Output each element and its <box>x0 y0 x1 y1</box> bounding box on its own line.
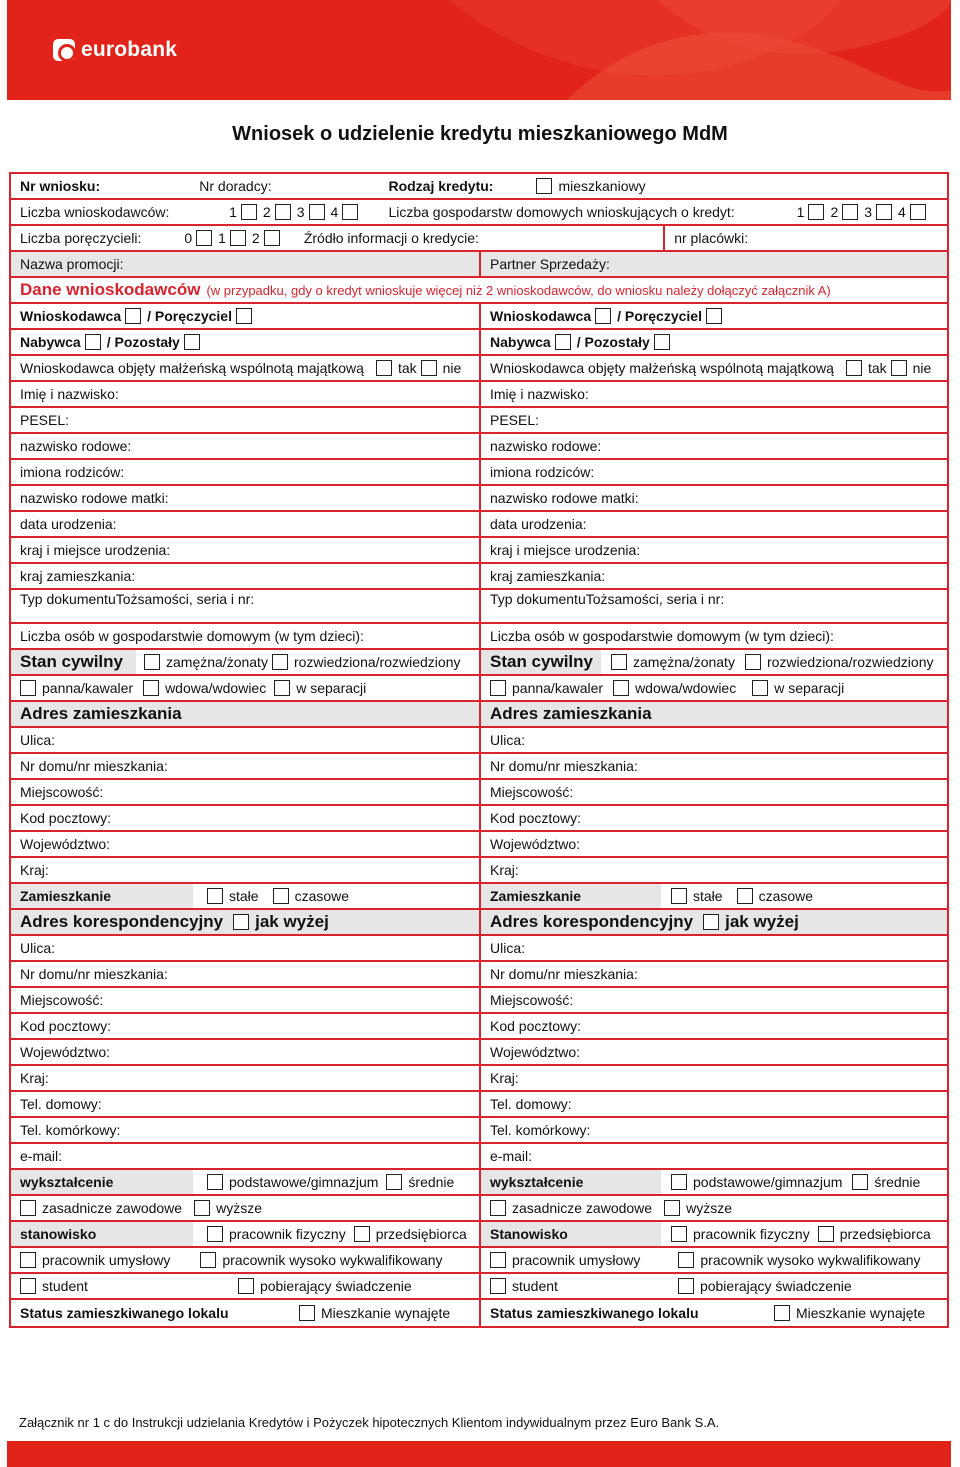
field-imiona-rodzicow-right[interactable]: imiona rodziców: <box>479 460 947 484</box>
checkbox-mieszkaniowy[interactable] <box>536 178 552 194</box>
checkbox-wnioskodawcow-4[interactable] <box>342 204 358 220</box>
field-imie-right[interactable]: Imię i nazwisko: <box>479 382 947 406</box>
section-adres-zamieszkania-right: Adres zamieszkania <box>479 702 947 726</box>
checkbox-zasadnicze-left[interactable] <box>20 1200 36 1216</box>
label-typ-dokumentu: Typ dokumentu <box>20 591 116 607</box>
checkbox-gospodarstw-1[interactable] <box>808 204 824 220</box>
label-status-lokalu: Status zamieszkiwanego lokalu <box>20 1305 229 1321</box>
field-nazwisko-rodowe-right[interactable]: nazwisko rodowe: <box>479 434 947 458</box>
checkbox-rozwiedziona-right[interactable] <box>745 654 761 670</box>
label-rozwiedziona: rozwiedziona/rozwiedziony <box>293 654 461 670</box>
label-zamezna: zamężna/żonaty <box>633 654 735 670</box>
label-option-3: 3 <box>864 204 873 220</box>
checkbox-student-right[interactable] <box>490 1278 506 1294</box>
label-fizyczny: pracownik fizyczny <box>693 1226 810 1242</box>
checkbox-srednie-left[interactable] <box>386 1174 402 1190</box>
label-wynajete: Mieszkanie wynajęte <box>321 1305 451 1321</box>
label-czasowe: czasowe <box>294 888 350 904</box>
field-kod-right[interactable]: Kod pocztowy: <box>479 806 947 830</box>
checkbox-gospodarstw-2[interactable] <box>842 204 858 220</box>
checkbox-wspolnota-tak-right[interactable] <box>846 360 862 376</box>
checkbox-separacja-right[interactable] <box>752 680 768 696</box>
checkbox-wdowa-left[interactable] <box>143 680 159 696</box>
label-wdowa: wdowa/wdowiec <box>165 680 267 696</box>
field-ulica-right[interactable]: Ulica: <box>479 728 947 752</box>
checkbox-jak-wyzej-right[interactable] <box>703 914 719 930</box>
label-option-4: 4 <box>330 204 339 220</box>
field-email-left[interactable]: e-mail: <box>20 1148 63 1164</box>
field-miejscowosc-right[interactable]: Miejscowość: <box>479 780 947 804</box>
label-option-2: 2 <box>262 204 271 220</box>
field-wojewodztwo-right[interactable]: Województwo: <box>479 832 947 856</box>
checkbox-swiadczenie-left[interactable] <box>238 1278 254 1294</box>
field-kor-ulica-right[interactable]: Ulica: <box>479 936 947 960</box>
field-kor-nr-domu-left[interactable]: Nr domu/nr mieszkania: <box>20 966 168 982</box>
header-banner <box>7 0 951 100</box>
checkbox-wspolnota-nie-right[interactable] <box>891 360 907 376</box>
checkbox-poreczycieli-1[interactable] <box>230 230 246 246</box>
row-status-lokalu <box>11 1300 947 1326</box>
checkbox-umyslowy-right[interactable] <box>490 1252 506 1268</box>
field-typ-dokumentu-left[interactable] <box>11 590 479 622</box>
checkbox-stale-right[interactable] <box>671 888 687 904</box>
label-nr-doradcy: Nr doradcy: <box>199 178 272 194</box>
label-wyzsze: wyższe <box>686 1200 732 1216</box>
label-podstawowe: podstawowe/gimnazjum <box>693 1174 843 1190</box>
label-jak-wyzej: jak wyżej <box>725 912 799 931</box>
field-nazwisko-matki-left[interactable]: nazwisko rodowe matki: <box>20 490 169 506</box>
field-data-urodzenia-left[interactable]: data urodzenia: <box>20 516 117 532</box>
checkbox-srednie-right[interactable] <box>852 1174 868 1190</box>
label-option-0: 0 <box>184 230 193 246</box>
checkbox-wynajete-right[interactable] <box>774 1305 790 1321</box>
row-stan-cywilny-2 <box>11 676 947 702</box>
checkbox-wnioskodawcow-3[interactable] <box>309 204 325 220</box>
row-adres-zamieszkania <box>11 702 947 728</box>
label-podstawowe: podstawowe/gimnazjum <box>229 1174 379 1190</box>
field-miejscowosc-left[interactable]: Miejscowość: <box>20 784 104 800</box>
checkbox-wspolnota-tak-left[interactable] <box>376 360 392 376</box>
section-adres-korespondencyjny: Adres korespondencyjny <box>20 912 224 931</box>
row-wyksztalcenie <box>11 1170 947 1196</box>
label-student: student <box>42 1278 88 1294</box>
label-wysoko: pracownik wysoko wykwalifikowany <box>222 1252 443 1268</box>
checkbox-czasowe-right[interactable] <box>737 888 753 904</box>
checkbox-jak-wyzej-left[interactable] <box>233 914 249 930</box>
field-kraj-right[interactable]: Kraj: <box>479 858 947 882</box>
section-adres-korespondencyjny: Adres korespondencyjny <box>490 912 694 931</box>
label-stale: stałe <box>229 888 259 904</box>
field-pesel-right[interactable]: PESEL: <box>479 408 947 432</box>
label-nie: nie <box>442 360 462 376</box>
field-kod-left[interactable]: Kod pocztowy: <box>20 810 112 826</box>
checkbox-panna-right[interactable] <box>490 680 506 696</box>
label-wspolnota: Wnioskodawca objęty małżeńską wspólnotą majątkową <box>490 360 834 376</box>
field-typ-dokumentu-right[interactable] <box>479 590 947 622</box>
checkbox-gospodarstw-4[interactable] <box>910 204 926 220</box>
checkbox-poreczyciel-left[interactable] <box>236 308 252 324</box>
label-wyksztalcenie: wykształcenie <box>481 1170 661 1194</box>
label-panna: panna/kawaler <box>512 680 604 696</box>
label-stan-cywilny: Stan cywilny <box>11 650 136 674</box>
application-form <box>9 172 949 1328</box>
checkbox-gospodarstw-3[interactable] <box>876 204 892 220</box>
checkbox-student-left[interactable] <box>20 1278 36 1294</box>
label-przedsiebiorca: przedsiębiorca <box>375 1226 467 1242</box>
label-wyzsze: wyższe <box>216 1200 262 1216</box>
label-zasadnicze: zasadnicze zawodowe <box>42 1200 183 1216</box>
checkbox-podstawowe-left[interactable] <box>207 1174 223 1190</box>
field-kor-kod-left[interactable]: Kod pocztowy: <box>20 1018 112 1034</box>
checkbox-wysoko-left[interactable] <box>200 1252 216 1268</box>
checkbox-zamezna-left[interactable] <box>144 654 160 670</box>
checkbox-zasadnicze-right[interactable] <box>490 1200 506 1216</box>
checkbox-nabywca-right[interactable] <box>555 334 571 350</box>
field-tel-komorkowy-right[interactable]: Tel. komórkowy: <box>479 1118 947 1142</box>
section-title-dane: Dane wnioskodawców <box>20 280 201 299</box>
field-kor-ulica-left[interactable]: Ulica: <box>20 940 56 956</box>
checkbox-wnioskodawca-right[interactable] <box>595 308 611 324</box>
label-option-1: 1 <box>229 204 237 220</box>
label-nabywca: Nabywca <box>490 334 551 350</box>
checkbox-przedsiebiorca-right[interactable] <box>818 1226 834 1242</box>
checkbox-wnioskodawca-left[interactable] <box>125 308 141 324</box>
label-rozwiedziona: rozwiedziona/rozwiedziony <box>766 654 934 670</box>
checkbox-rozwiedziona-left[interactable] <box>272 654 288 670</box>
label-student: student <box>512 1278 558 1294</box>
field-kor-kod-right[interactable]: Kod pocztowy: <box>479 1014 947 1038</box>
row-adres-korespondencyjny <box>11 910 947 936</box>
row-poreczyciele <box>11 226 947 252</box>
label-pozostaly: / Pozostały <box>106 334 180 350</box>
label-jak-wyzej: jak wyżej <box>255 912 329 931</box>
field-kor-nr-domu-right[interactable]: Nr domu/nr mieszkania: <box>479 962 947 986</box>
label-tozsamosci: Tożsamości, seria i nr: <box>585 591 725 607</box>
row-stanowisko <box>11 1222 947 1248</box>
section-note-dane: (w przypadku, gdy o kredyt wnioskuje więcej niż 2 wnioskodawców, do wniosku należy dołączyć załącznik A) <box>206 282 831 298</box>
checkbox-przedsiebiorca-left[interactable] <box>354 1226 370 1242</box>
checkbox-pozostaly-left[interactable] <box>184 334 200 350</box>
eurobank-logo <box>53 38 177 62</box>
label-wnioskodawca: Wnioskodawca <box>20 308 122 324</box>
checkbox-czasowe-left[interactable] <box>273 888 289 904</box>
label-status-lokalu: Status zamieszkiwanego lokalu <box>490 1305 699 1321</box>
label-stanowisko: Stanowisko <box>481 1222 661 1246</box>
checkbox-stale-left[interactable] <box>207 888 223 904</box>
checkbox-wynajete-left[interactable] <box>299 1305 315 1321</box>
field-nr-domu-right[interactable]: Nr domu/nr mieszkania: <box>479 754 947 778</box>
row-wspolnota <box>11 356 947 382</box>
row-nabywca <box>11 330 947 356</box>
label-stanowisko: stanowisko <box>11 1222 193 1246</box>
field-kraj-zamieszkania-right[interactable]: kraj zamieszkania: <box>479 564 947 588</box>
label-swiadczenie: pobierający świadczenie <box>259 1278 412 1294</box>
label-rodzaj-kredytu: Rodzaj kredytu: <box>388 178 494 194</box>
field-nazwisko-rodowe-left[interactable]: nazwisko rodowe: <box>20 438 132 454</box>
field-miejsce-urodzenia-left[interactable]: kraj i miejsce urodzenia: <box>20 542 171 558</box>
checkbox-zamezna-right[interactable] <box>611 654 627 670</box>
checkbox-fizyczny-right[interactable] <box>671 1226 687 1242</box>
footer-note: Załącznik nr 1 c do Instrukcji udzielania Kredytów i Pożyczek hipotecznych Klientom indywidualnym przez Euro Bank S.A. <box>19 1415 720 1430</box>
label-separacja: w separacji <box>296 680 367 696</box>
label-nie: nie <box>912 360 932 376</box>
label-zamieszkanie: Zamieszkanie <box>481 884 661 908</box>
checkbox-podstawowe-right[interactable] <box>671 1174 687 1190</box>
field-kor-kraj-left[interactable]: Kraj: <box>20 1070 49 1086</box>
label-wynajete: Mieszkanie wynajęte <box>796 1305 926 1321</box>
checkbox-swiadczenie-right[interactable] <box>678 1278 694 1294</box>
checkbox-wnioskodawcow-1[interactable] <box>241 204 257 220</box>
label-wysoko: pracownik wysoko wykwalifikowany <box>700 1252 921 1268</box>
label-nr-placowki: nr placówki: <box>663 226 947 250</box>
label-option-3: 3 <box>296 204 305 220</box>
checkbox-wyzsze-right[interactable] <box>664 1200 680 1216</box>
label-option-2: 2 <box>830 204 839 220</box>
label-separacja: w separacji <box>774 680 845 696</box>
checkbox-nabywca-left[interactable] <box>85 334 101 350</box>
checkbox-panna-left[interactable] <box>20 680 36 696</box>
label-srednie: średnie <box>874 1174 921 1190</box>
field-imie-left[interactable]: Imię i nazwisko: <box>20 386 119 402</box>
row-typ-dokumentu <box>11 590 947 624</box>
label-srednie: średnie <box>408 1174 455 1190</box>
field-nr-domu-left[interactable]: Nr domu/nr mieszkania: <box>20 758 168 774</box>
label-typ-dokumentu: Typ dokumentu <box>490 591 586 607</box>
label-poreczyciel: / Poręczyciel <box>617 308 702 324</box>
label-wnioskodawca: Wnioskodawca <box>490 308 592 324</box>
label-option-1: 1 <box>796 204 805 220</box>
label-umyslowy: pracownik umysłowy <box>512 1252 641 1268</box>
label-tozsamosci: Tożsamości, seria i nr: <box>115 591 255 607</box>
checkbox-wnioskodawcow-2[interactable] <box>275 204 291 220</box>
field-tel-domowy-left[interactable]: Tel. domowy: <box>20 1096 102 1112</box>
field-pesel-left[interactable]: PESEL: <box>20 412 70 428</box>
field-tel-domowy-right[interactable]: Tel. domowy: <box>479 1092 947 1116</box>
label-mieszkaniowy: mieszkaniowy <box>558 178 646 194</box>
checkbox-poreczycieli-0[interactable] <box>196 230 212 246</box>
checkbox-wdowa-right[interactable] <box>613 680 629 696</box>
section-adres-zamieszkania-left: Adres zamieszkania <box>20 704 182 723</box>
label-poreczyciel: / Poręczyciel <box>147 308 232 324</box>
label-czasowe: czasowe <box>758 888 814 904</box>
field-kor-miejscowosc-right[interactable]: Miejscowość: <box>479 988 947 1012</box>
label-wyksztalcenie: wykształcenie <box>11 1170 193 1194</box>
row-stanowisko-3 <box>11 1274 947 1300</box>
label-umyslowy: pracownik umysłowy <box>42 1252 171 1268</box>
label-wdowa: wdowa/wdowiec <box>635 680 737 696</box>
label-zasadnicze: zasadnicze zawodowe <box>512 1200 653 1216</box>
checkbox-wysoko-right[interactable] <box>678 1252 694 1268</box>
row-role <box>11 304 947 330</box>
label-nr-wniosku: Nr wniosku: <box>20 178 101 194</box>
label-przedsiebiorca: przedsiębiorca <box>839 1226 931 1242</box>
label-zrodlo-informacji: Źródło informacji o kredycie: <box>303 230 479 246</box>
field-liczba-osob-right[interactable]: Liczba osób w gospodarstwie domowym (w tym dzieci): <box>479 624 947 648</box>
brand-name: eurobank <box>81 38 178 61</box>
label-panna: panna/kawaler <box>42 680 134 696</box>
row-zamieszkanie <box>11 884 947 910</box>
field-data-urodzenia-right[interactable]: data urodzenia: <box>479 512 947 536</box>
field-nazwisko-matki-right[interactable]: nazwisko rodowe matki: <box>479 486 947 510</box>
label-stan-cywilny: Stan cywilny <box>481 650 601 674</box>
label-zamezna: zamężna/żonaty <box>166 654 268 670</box>
label-pozostaly: / Pozostały <box>576 334 650 350</box>
row-stan-cywilny <box>11 650 947 676</box>
label-fizyczny: pracownik fizyczny <box>229 1226 346 1242</box>
eurobank-logo-icon <box>53 39 75 61</box>
label-tak: tak <box>397 360 417 376</box>
checkbox-umyslowy-left[interactable] <box>20 1252 36 1268</box>
field-email-right[interactable]: e-mail: <box>479 1144 947 1168</box>
label-option-4: 4 <box>898 204 906 220</box>
label-stale: stałe <box>693 888 723 904</box>
field-kor-miejscowosc-left[interactable]: Miejscowość: <box>20 992 104 1008</box>
label-wspolnota: Wnioskodawca objęty małżeńską wspólnotą majątkową <box>20 360 364 376</box>
field-kraj-left[interactable]: Kraj: <box>20 862 49 878</box>
label-liczba-gospodarstw: Liczba gospodarstw domowych wnioskujących o kredyt: <box>388 204 735 220</box>
field-kraj-zamieszkania-left[interactable]: kraj zamieszkania: <box>20 568 136 584</box>
row-stanowisko-2 <box>11 1248 947 1274</box>
row-header-info <box>11 174 947 200</box>
row-wyksztalcenie-2 <box>11 1196 947 1222</box>
label-option-1: 1 <box>218 230 226 246</box>
field-tel-komorkowy-left[interactable]: Tel. komórkowy: <box>20 1122 121 1138</box>
label-liczba-wnioskodawcow: Liczba wnioskodawców: <box>20 204 170 220</box>
checkbox-fizyczny-left[interactable] <box>207 1226 223 1242</box>
row-liczba-wnioskodawcow <box>11 200 947 226</box>
label-tak: tak <box>867 360 887 376</box>
field-wojewodztwo-left[interactable]: Województwo: <box>20 836 111 852</box>
field-kor-wojewodztwo-right[interactable]: Województwo: <box>479 1040 947 1064</box>
row-dane-wnioskodawcow <box>11 278 947 304</box>
label-liczba-poreczycieli: Liczba poręczycieli: <box>20 230 142 246</box>
field-kor-kraj-right[interactable]: Kraj: <box>479 1066 947 1090</box>
field-imiona-rodzicow-left[interactable]: imiona rodziców: <box>20 464 125 480</box>
label-swiadczenie: pobierający świadczenie <box>699 1278 852 1294</box>
field-ulica-left[interactable]: Ulica: <box>20 732 56 748</box>
label-option-2: 2 <box>251 230 260 246</box>
field-miejsce-urodzenia-right[interactable]: kraj i miejsce urodzenia: <box>479 538 947 562</box>
checkbox-pozostaly-right[interactable] <box>654 334 670 350</box>
label-nabywca: Nabywca <box>20 334 81 350</box>
footer-bar <box>7 1441 951 1467</box>
checkbox-separacja-left[interactable] <box>274 680 290 696</box>
field-liczba-osob-left[interactable]: Liczba osób w gospodarstwie domowym (w tym dzieci): <box>20 628 364 644</box>
label-partner-sprzedazy: Partner Sprzedaży: <box>479 252 947 276</box>
label-nazwa-promocji: Nazwa promocji: <box>20 256 124 272</box>
row-promocja <box>11 252 947 278</box>
page-title: Wniosek o udzielenie kredytu mieszkaniowego MdM <box>232 123 728 145</box>
checkbox-wspolnota-nie-left[interactable] <box>421 360 437 376</box>
field-kor-wojewodztwo-left[interactable]: Województwo: <box>20 1044 111 1060</box>
checkbox-wyzsze-left[interactable] <box>194 1200 210 1216</box>
checkbox-poreczyciel-right[interactable] <box>706 308 722 324</box>
checkbox-poreczycieli-2[interactable] <box>264 230 280 246</box>
label-zamieszkanie: Zamieszkanie <box>11 884 193 908</box>
